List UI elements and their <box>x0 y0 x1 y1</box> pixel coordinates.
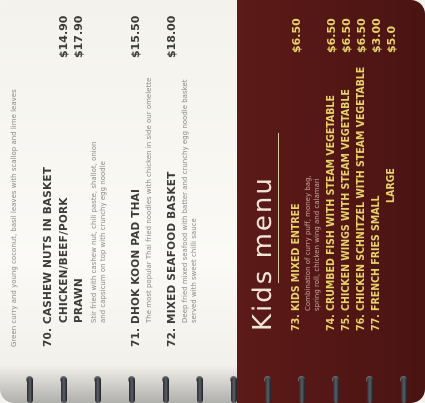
binding-coil <box>265 377 271 403</box>
item-70-price-1: $14.90 <box>57 15 70 58</box>
binding-coil <box>231 377 237 403</box>
item-70-desc-2: and capsicum on top with crunchy egg noodle <box>99 161 107 323</box>
kids-menu-underline <box>278 133 279 283</box>
kids-item-77-price-small: $3.00 <box>370 18 383 53</box>
kids-item-77-large-label: LARGE <box>385 168 397 203</box>
item-71-desc: The most popular Thai fried noodles with chicken in side our omelette <box>145 77 153 323</box>
item-70-title: 70. CASHEW NUTS IN BASKET <box>42 166 54 347</box>
item-69-desc: Green curry and young coconut, basil leaves with scallop and lime leaves <box>10 89 18 347</box>
kids-item-73-title: 73. KIDS MIXED ENTREE <box>290 203 302 331</box>
kids-item-74-price: $6.50 <box>325 18 338 53</box>
spiral-binding <box>0 343 425 403</box>
binding-coil <box>129 377 135 403</box>
binding-coil <box>95 377 101 403</box>
kids-menu-title: Kids menu <box>248 176 278 331</box>
binding-coil <box>61 377 67 403</box>
binding-coil <box>333 377 339 403</box>
item-70-price-2: $17.90 <box>72 15 85 58</box>
item-70-desc-1: Stir fried with cashew nut, chili paste, shallot, onion <box>90 141 98 323</box>
item-72-desc-2: served with sweet chilli sauce <box>190 218 198 323</box>
binding-coil <box>197 377 203 403</box>
item-71-price: $15.50 <box>129 15 142 58</box>
item-72-title: 72. MIXED SEAFOOD BASKET <box>166 171 178 347</box>
binding-coil <box>401 377 407 403</box>
kids-item-74-title: 74. CRUMBED FISH WITH STEAM VEGETABLE <box>325 95 337 331</box>
kids-item-76-price: $6.50 <box>355 18 368 53</box>
binding-coil <box>299 377 305 403</box>
binding-coil <box>367 377 373 403</box>
kids-item-73-desc-2: spring roll, chicken wing and calamari <box>313 178 321 311</box>
binding-coil <box>163 377 169 403</box>
binding-coil <box>27 377 33 403</box>
item-72-price: $18.00 <box>165 15 178 58</box>
kids-item-75-title: 75. CHICKEN WINGS WITH STEAM VEGETABLE <box>340 89 352 331</box>
kids-item-73-desc-1: Combination of curry puff, money bag, <box>304 175 312 311</box>
kids-item-76-title: 76. CHICKEN SCHNITZEL WITH STEAM VEGETABLE <box>355 66 367 331</box>
item-72-desc-1: Deep fried mixed seafood with batter and crunchy egg noodle basket <box>181 79 189 323</box>
kids-item-75-price: $6.50 <box>340 18 353 53</box>
kids-item-77-title: 77. FRENCH FRIES SMALL <box>370 195 382 331</box>
item-70-option-2: PRAWN <box>73 278 85 323</box>
kids-item-73-price: $6.50 <box>290 18 303 53</box>
kids-item-77-price-large: $5.0 <box>385 25 398 53</box>
item-70-option-1: CHICKEN/BEEF/PORK <box>58 197 70 323</box>
item-71-title: 71. DHOK KOON PAD THAI <box>130 188 142 347</box>
